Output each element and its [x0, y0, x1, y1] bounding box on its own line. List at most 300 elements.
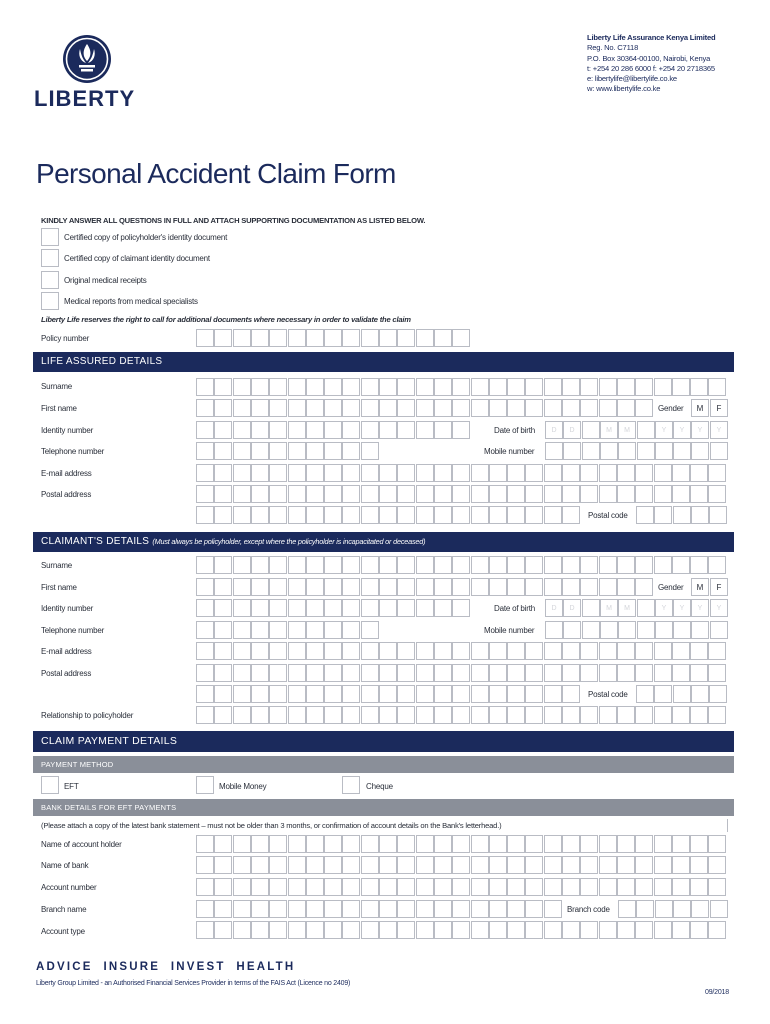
char-box[interactable] — [288, 485, 306, 503]
char-box[interactable] — [379, 599, 397, 617]
char-box[interactable] — [452, 664, 470, 682]
char-box[interactable] — [690, 878, 708, 896]
char-box[interactable] — [434, 706, 452, 724]
char-box[interactable] — [562, 378, 580, 396]
char-box[interactable] — [269, 485, 287, 503]
char-box[interactable] — [233, 856, 251, 874]
char-box[interactable] — [525, 835, 543, 853]
char-box[interactable] — [251, 599, 269, 617]
char-box[interactable] — [416, 900, 434, 918]
char-box[interactable] — [251, 329, 269, 347]
char-box[interactable] — [379, 835, 397, 853]
char-box[interactable] — [710, 621, 728, 639]
char-box[interactable] — [288, 578, 306, 596]
char-box[interactable] — [691, 506, 709, 524]
char-box[interactable] — [562, 856, 580, 874]
char-box[interactable] — [489, 664, 507, 682]
char-box[interactable] — [288, 599, 306, 617]
char-box[interactable] — [342, 578, 360, 596]
char-box[interactable] — [635, 835, 653, 853]
char-box[interactable] — [434, 599, 452, 617]
char-box[interactable] — [196, 378, 214, 396]
char-box[interactable] — [672, 856, 690, 874]
cl-mobile-field[interactable] — [545, 621, 729, 639]
char-box[interactable] — [196, 329, 214, 347]
dob-box[interactable]: Y — [655, 599, 673, 617]
dob-box[interactable]: Y — [691, 421, 709, 439]
char-box[interactable] — [708, 856, 726, 874]
char-box[interactable] — [269, 706, 287, 724]
char-box[interactable] — [434, 642, 452, 660]
char-box[interactable] — [379, 556, 397, 574]
char-box[interactable] — [525, 664, 543, 682]
char-box[interactable] — [288, 685, 306, 703]
la-gender-f-box[interactable]: F — [710, 399, 728, 417]
char-box[interactable] — [654, 378, 672, 396]
char-box[interactable] — [434, 856, 452, 874]
char-box[interactable] — [196, 421, 214, 439]
char-box[interactable] — [635, 921, 653, 939]
char-box[interactable] — [324, 900, 342, 918]
char-box[interactable] — [562, 706, 580, 724]
char-box[interactable] — [471, 835, 489, 853]
char-box[interactable] — [599, 399, 617, 417]
char-box[interactable] — [288, 378, 306, 396]
char-box[interactable] — [434, 485, 452, 503]
dob-box[interactable]: Y — [655, 421, 673, 439]
char-box[interactable] — [654, 464, 672, 482]
char-box[interactable] — [525, 900, 543, 918]
char-box[interactable] — [233, 900, 251, 918]
doc-checkbox-3[interactable] — [41, 271, 59, 289]
char-box[interactable] — [635, 856, 653, 874]
char-box[interactable] — [690, 642, 708, 660]
char-box[interactable] — [306, 642, 324, 660]
char-box[interactable] — [544, 556, 562, 574]
char-box[interactable] — [214, 399, 232, 417]
char-box[interactable] — [525, 399, 543, 417]
char-box[interactable] — [214, 706, 232, 724]
char-box[interactable] — [525, 464, 543, 482]
char-box[interactable] — [416, 878, 434, 896]
char-box[interactable] — [708, 878, 726, 896]
char-box[interactable] — [672, 642, 690, 660]
cl-postal-field-2[interactable] — [196, 685, 581, 703]
char-box[interactable] — [269, 856, 287, 874]
dob-box[interactable]: Y — [673, 421, 691, 439]
char-box[interactable] — [233, 578, 251, 596]
char-box[interactable] — [654, 556, 672, 574]
char-box[interactable] — [269, 464, 287, 482]
char-box[interactable] — [288, 421, 306, 439]
char-box[interactable] — [361, 685, 379, 703]
char-box[interactable] — [452, 578, 470, 596]
char-box[interactable] — [416, 835, 434, 853]
char-box[interactable] — [635, 378, 653, 396]
char-box[interactable] — [306, 921, 324, 939]
char-box[interactable] — [710, 442, 728, 460]
char-box[interactable] — [342, 685, 360, 703]
eft-checkbox[interactable] — [41, 776, 59, 794]
char-box[interactable] — [617, 556, 635, 574]
char-box[interactable] — [452, 399, 470, 417]
char-box[interactable] — [562, 578, 580, 596]
char-box[interactable] — [233, 421, 251, 439]
char-box[interactable] — [361, 706, 379, 724]
char-box[interactable] — [416, 664, 434, 682]
char-box[interactable] — [544, 856, 562, 874]
char-box[interactable] — [397, 664, 415, 682]
char-box[interactable] — [434, 685, 452, 703]
char-box[interactable] — [342, 706, 360, 724]
cheque-checkbox[interactable] — [342, 776, 360, 794]
char-box[interactable] — [544, 485, 562, 503]
char-box[interactable] — [544, 642, 562, 660]
char-box[interactable] — [361, 556, 379, 574]
char-box[interactable] — [580, 578, 598, 596]
dob-box[interactable]: M — [618, 421, 636, 439]
char-box[interactable] — [342, 464, 360, 482]
char-box[interactable] — [269, 642, 287, 660]
char-box[interactable] — [397, 506, 415, 524]
char-box[interactable] — [233, 464, 251, 482]
char-box[interactable] — [342, 421, 360, 439]
char-box[interactable] — [544, 506, 562, 524]
char-box[interactable] — [379, 685, 397, 703]
char-box[interactable] — [708, 835, 726, 853]
char-box[interactable] — [673, 621, 691, 639]
char-box[interactable] — [416, 506, 434, 524]
char-box[interactable] — [214, 835, 232, 853]
char-box[interactable] — [708, 485, 726, 503]
char-box[interactable] — [544, 685, 562, 703]
char-box[interactable] — [306, 878, 324, 896]
char-box[interactable] — [251, 506, 269, 524]
char-box[interactable] — [324, 706, 342, 724]
char-box[interactable] — [562, 664, 580, 682]
char-box[interactable] — [397, 856, 415, 874]
char-box[interactable] — [434, 900, 452, 918]
char-box[interactable] — [379, 706, 397, 724]
char-box[interactable] — [580, 642, 598, 660]
char-box[interactable] — [708, 378, 726, 396]
char-box[interactable] — [582, 621, 600, 639]
char-box[interactable] — [544, 399, 562, 417]
cl-relationship-field[interactable] — [196, 706, 728, 724]
char-box[interactable] — [544, 900, 562, 918]
char-box[interactable] — [580, 856, 598, 874]
char-box[interactable] — [691, 621, 709, 639]
char-box[interactable] — [599, 664, 617, 682]
char-box[interactable] — [507, 835, 525, 853]
char-box[interactable] — [655, 621, 673, 639]
char-box[interactable] — [617, 378, 635, 396]
char-box[interactable] — [397, 878, 415, 896]
char-box[interactable] — [507, 856, 525, 874]
char-box[interactable] — [196, 556, 214, 574]
char-box[interactable] — [342, 556, 360, 574]
char-box[interactable] — [635, 878, 653, 896]
char-box[interactable] — [672, 556, 690, 574]
char-box[interactable] — [599, 856, 617, 874]
char-box[interactable] — [342, 485, 360, 503]
char-box[interactable] — [416, 485, 434, 503]
char-box[interactable] — [196, 642, 214, 660]
account-holder-field[interactable] — [196, 835, 728, 853]
char-box[interactable] — [342, 378, 360, 396]
char-box[interactable] — [617, 399, 635, 417]
char-box[interactable] — [525, 506, 543, 524]
dob-box[interactable]: D — [563, 599, 581, 617]
char-box[interactable] — [617, 856, 635, 874]
char-box[interactable] — [251, 378, 269, 396]
char-box[interactable] — [288, 878, 306, 896]
char-box[interactable] — [617, 706, 635, 724]
char-box[interactable] — [562, 464, 580, 482]
char-box[interactable] — [525, 556, 543, 574]
cl-telephone-field[interactable] — [196, 621, 380, 639]
char-box[interactable] — [562, 878, 580, 896]
char-box[interactable] — [342, 599, 360, 617]
char-box[interactable] — [324, 442, 342, 460]
char-box[interactable] — [452, 685, 470, 703]
char-box[interactable] — [306, 621, 324, 639]
char-box[interactable] — [562, 685, 580, 703]
char-box[interactable] — [635, 642, 653, 660]
char-box[interactable] — [673, 506, 691, 524]
dob-box[interactable]: Y — [710, 421, 728, 439]
char-box[interactable] — [214, 578, 232, 596]
char-box[interactable] — [672, 921, 690, 939]
char-box[interactable] — [233, 642, 251, 660]
char-box[interactable] — [233, 706, 251, 724]
char-box[interactable] — [618, 442, 636, 460]
char-box[interactable] — [196, 621, 214, 639]
char-box[interactable] — [563, 621, 581, 639]
char-box[interactable] — [196, 685, 214, 703]
char-box[interactable] — [580, 485, 598, 503]
cl-id-field[interactable] — [196, 599, 472, 617]
char-box[interactable] — [452, 485, 470, 503]
char-box[interactable] — [654, 664, 672, 682]
char-box[interactable] — [324, 506, 342, 524]
char-box[interactable] — [342, 442, 360, 460]
char-box[interactable] — [489, 485, 507, 503]
char-box[interactable] — [196, 399, 214, 417]
char-box[interactable] — [654, 835, 672, 853]
char-box[interactable] — [342, 329, 360, 347]
char-box[interactable] — [690, 556, 708, 574]
char-box[interactable] — [324, 685, 342, 703]
char-box[interactable] — [562, 835, 580, 853]
char-box[interactable] — [507, 685, 525, 703]
char-box[interactable] — [452, 706, 470, 724]
char-box[interactable] — [214, 856, 232, 874]
char-box[interactable] — [545, 621, 563, 639]
char-box[interactable] — [489, 464, 507, 482]
char-box[interactable] — [434, 664, 452, 682]
char-box[interactable] — [599, 464, 617, 482]
char-box[interactable] — [361, 900, 379, 918]
char-box[interactable] — [251, 578, 269, 596]
char-box[interactable] — [452, 329, 470, 347]
char-box[interactable] — [690, 464, 708, 482]
char-box[interactable] — [379, 578, 397, 596]
char-box[interactable] — [636, 900, 654, 918]
char-box[interactable] — [673, 685, 691, 703]
char-box[interactable] — [397, 399, 415, 417]
char-box[interactable] — [324, 485, 342, 503]
char-box[interactable] — [672, 378, 690, 396]
char-box[interactable] — [379, 664, 397, 682]
char-box[interactable] — [324, 878, 342, 896]
char-box[interactable] — [416, 856, 434, 874]
char-box[interactable] — [690, 856, 708, 874]
la-mobile-field[interactable] — [545, 442, 729, 460]
char-box[interactable] — [306, 378, 324, 396]
char-box[interactable] — [416, 464, 434, 482]
char-box[interactable] — [434, 556, 452, 574]
char-box[interactable] — [288, 706, 306, 724]
char-box[interactable] — [471, 856, 489, 874]
char-box[interactable] — [251, 878, 269, 896]
cl-email-field[interactable] — [196, 642, 728, 660]
char-box[interactable] — [471, 399, 489, 417]
char-box[interactable] — [544, 835, 562, 853]
char-box[interactable] — [416, 599, 434, 617]
char-box[interactable] — [214, 921, 232, 939]
char-box[interactable] — [507, 878, 525, 896]
la-surname-field[interactable] — [196, 378, 728, 396]
char-box[interactable] — [361, 506, 379, 524]
char-box[interactable] — [672, 835, 690, 853]
bank-name-field[interactable] — [196, 856, 728, 874]
char-box[interactable] — [361, 464, 379, 482]
char-box[interactable] — [397, 421, 415, 439]
char-box[interactable] — [471, 556, 489, 574]
char-box[interactable] — [562, 485, 580, 503]
char-box[interactable] — [251, 856, 269, 874]
char-box[interactable] — [288, 835, 306, 853]
char-box[interactable] — [397, 642, 415, 660]
char-box[interactable] — [635, 706, 653, 724]
char-box[interactable] — [269, 835, 287, 853]
char-box[interactable] — [379, 399, 397, 417]
char-box[interactable] — [434, 329, 452, 347]
char-box[interactable] — [251, 835, 269, 853]
char-box[interactable] — [214, 485, 232, 503]
la-email-field[interactable] — [196, 464, 728, 482]
dob-box[interactable]: D — [545, 599, 563, 617]
char-box[interactable] — [690, 485, 708, 503]
char-box[interactable] — [342, 835, 360, 853]
char-box[interactable] — [214, 664, 232, 682]
char-box[interactable] — [416, 685, 434, 703]
char-box[interactable] — [416, 421, 434, 439]
char-box[interactable] — [434, 506, 452, 524]
char-box[interactable] — [306, 442, 324, 460]
char-box[interactable] — [434, 399, 452, 417]
char-box[interactable] — [599, 835, 617, 853]
char-box[interactable] — [361, 442, 379, 460]
char-box[interactable] — [635, 399, 653, 417]
char-box[interactable] — [324, 464, 342, 482]
char-box[interactable] — [507, 506, 525, 524]
char-box[interactable] — [379, 485, 397, 503]
char-box[interactable] — [397, 464, 415, 482]
char-box[interactable] — [599, 378, 617, 396]
char-box[interactable] — [471, 506, 489, 524]
char-box[interactable] — [672, 878, 690, 896]
cl-firstname-field[interactable] — [196, 578, 655, 596]
char-box[interactable] — [324, 421, 342, 439]
la-id-field[interactable] — [196, 421, 472, 439]
char-box[interactable] — [654, 921, 672, 939]
char-box[interactable] — [269, 664, 287, 682]
char-box[interactable] — [379, 329, 397, 347]
char-box[interactable] — [324, 599, 342, 617]
char-box[interactable] — [251, 685, 269, 703]
char-box[interactable] — [342, 878, 360, 896]
char-box[interactable] — [600, 621, 618, 639]
char-box[interactable] — [654, 506, 672, 524]
char-box[interactable] — [580, 464, 598, 482]
char-box[interactable] — [545, 442, 563, 460]
char-box[interactable] — [306, 835, 324, 853]
char-box[interactable] — [342, 399, 360, 417]
char-box[interactable] — [635, 578, 653, 596]
char-box[interactable] — [708, 642, 726, 660]
char-box[interactable] — [507, 900, 525, 918]
char-box[interactable] — [269, 685, 287, 703]
char-box[interactable] — [397, 921, 415, 939]
char-box[interactable] — [708, 464, 726, 482]
char-box[interactable] — [599, 578, 617, 596]
char-box[interactable] — [233, 621, 251, 639]
char-box[interactable] — [580, 378, 598, 396]
char-box[interactable] — [324, 664, 342, 682]
char-box[interactable] — [324, 642, 342, 660]
char-box[interactable] — [582, 442, 600, 460]
char-box[interactable] — [562, 921, 580, 939]
char-box[interactable] — [196, 599, 214, 617]
la-postal-code-field[interactable] — [636, 506, 729, 524]
char-box[interactable] — [379, 921, 397, 939]
dob-box[interactable]: Y — [710, 599, 728, 617]
char-box[interactable] — [306, 329, 324, 347]
char-box[interactable] — [233, 485, 251, 503]
char-box[interactable] — [233, 878, 251, 896]
char-box[interactable] — [397, 900, 415, 918]
la-gender-m-box[interactable]: M — [691, 399, 709, 417]
char-box[interactable] — [251, 642, 269, 660]
char-box[interactable] — [434, 464, 452, 482]
char-box[interactable] — [525, 878, 543, 896]
char-box[interactable] — [251, 921, 269, 939]
char-box[interactable] — [288, 329, 306, 347]
char-box[interactable] — [544, 464, 562, 482]
char-box[interactable] — [233, 329, 251, 347]
char-box[interactable] — [269, 442, 287, 460]
char-box[interactable] — [214, 556, 232, 574]
char-box[interactable] — [288, 856, 306, 874]
la-dob-field[interactable] — [545, 421, 735, 439]
char-box[interactable] — [288, 664, 306, 682]
char-box[interactable] — [489, 900, 507, 918]
la-postal-field-2[interactable] — [196, 506, 581, 524]
char-box[interactable] — [288, 399, 306, 417]
char-box[interactable] — [324, 921, 342, 939]
